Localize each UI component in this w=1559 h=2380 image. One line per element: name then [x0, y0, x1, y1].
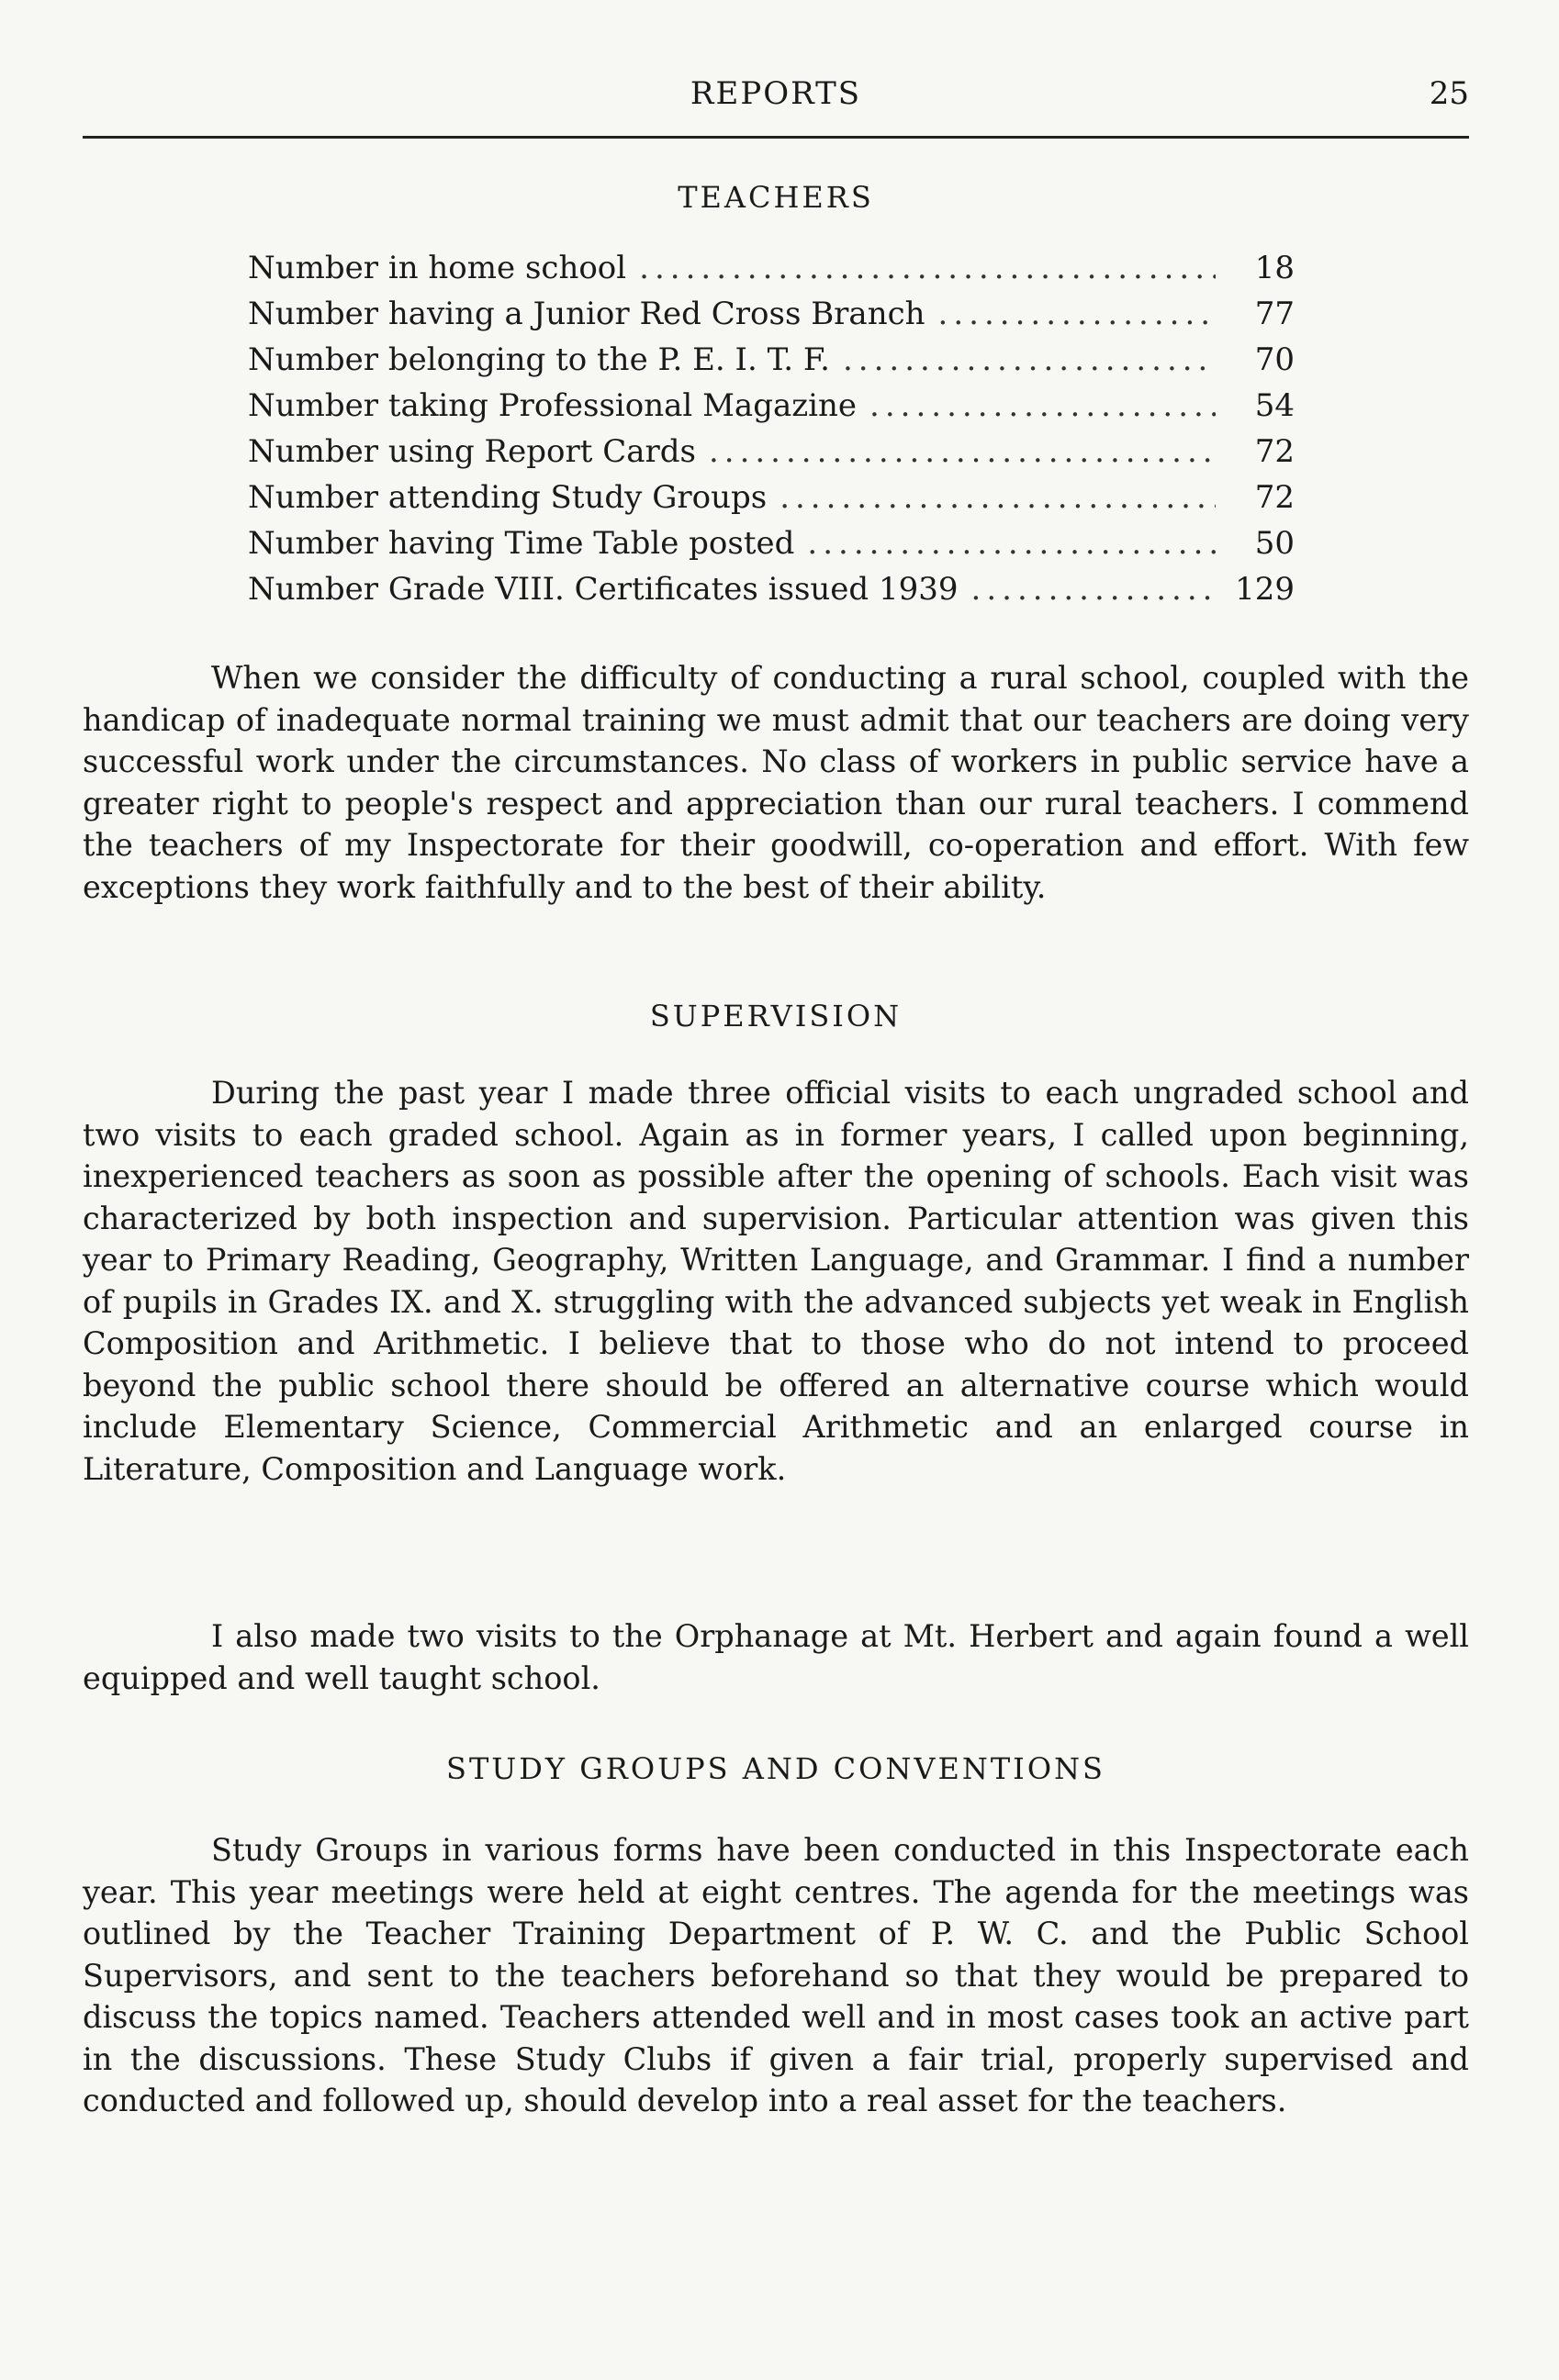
- leader-dots: [780, 479, 1216, 516]
- study-groups-heading: STUDY GROUPS AND CONVENTIONS: [446, 1751, 1105, 1786]
- stat-label: Number having Time Table posted: [248, 525, 795, 562]
- teachers-stats-table: [248, 250, 1295, 617]
- stat-label: Number Grade VIII. Certificates issued 1939: [248, 571, 959, 608]
- stat-row: [248, 387, 1295, 433]
- leader-dots: [869, 387, 1216, 424]
- stat-value: 72: [1254, 433, 1295, 470]
- running-title: REPORTS: [690, 75, 862, 112]
- stat-row: [248, 296, 1295, 341]
- teachers-paragraph: When we consider the difficulty of conducting a rural school, coupled with the handicap of inadequate normal training we must admit that our teachers are doing very successful work under the circumstances. No class of workers in public service have a greater right to people's respect and appreciation than our rural teachers. I commend the teachers of my Inspectorate for their goodwill, co-operation and effort. With few exceptions they work faithfully and to the best of their ability.: [83, 660, 1469, 905]
- leader-dots: [843, 341, 1216, 378]
- leader-dots: [639, 250, 1216, 286]
- stat-value: 129: [1235, 571, 1295, 608]
- stat-label: Number taking Professional Magazine: [248, 387, 858, 424]
- running-head: [83, 72, 1469, 127]
- leader-dots: [971, 571, 1216, 608]
- stat-label: Number belonging to the P. E. I. T. F.: [248, 341, 830, 378]
- orphanage-paragraph: I also made two visits to the Orphanage at Mt. Herbert and again found a well equipped and well taught school.: [83, 1618, 1469, 1696]
- stat-label: Number using Report Cards: [248, 433, 696, 470]
- stat-value: 72: [1254, 479, 1295, 516]
- stat-row: [248, 250, 1295, 296]
- stat-row: [248, 341, 1295, 387]
- leader-dots: [709, 433, 1216, 470]
- stat-row: [248, 479, 1295, 525]
- stat-value: 18: [1254, 250, 1295, 286]
- supervision-paragraph: During the past year I made three official visits to each ungraded school and two visits to each graded school. Again as in former years, I called upon beginning, inexperienced teachers as soon as possible after the opening of schools. Each visit was characterized by both inspection and supervision. Particular attention was given this year to Primary Reading, Geography, Written Language, and Grammar. I find a number of pupils in Grades IX. and X. struggling with the advanced subjects yet weak in English Composition and Arithmetic. I believe that to those who do not intend to proceed beyond the public school there should be offered an alternative course which would include Elementary Science, Commercial Arithmetic and an enlarged course in Literature, Composition and Language work.: [83, 1075, 1469, 1487]
- leader-dots: [807, 525, 1216, 562]
- stat-value: 54: [1254, 387, 1295, 424]
- leader-dots: [938, 296, 1216, 332]
- study-groups-paragraph: Study Groups in various forms have been conducted in this Inspectorate each year. This year meetings were held at eight centres. The agenda for the meetings was outlined by the Teacher Training Department of P. W. C. and the Public School Supervisors, and sent to the teachers beforehand so that they would be prepared to discuss the topics named. Teachers attended well and in most cases took an active part in the discussions. These Study Clubs if given a fair trial, properly supervised and conducted and followed up, should develop into a real asset for the teachers.: [83, 1832, 1469, 2118]
- stat-label: Number in home school: [248, 250, 627, 286]
- supervision-heading: SUPERVISION: [649, 999, 903, 1034]
- page-number: 25: [1429, 75, 1469, 112]
- stat-value: 70: [1254, 341, 1295, 378]
- teachers-heading: TEACHERS: [678, 180, 874, 215]
- header-rule: [83, 136, 1469, 139]
- stat-row: [248, 433, 1295, 479]
- stat-value: 77: [1254, 296, 1295, 332]
- stat-label: Number attending Study Groups: [248, 479, 768, 516]
- stat-row: [248, 571, 1295, 617]
- stat-value: 50: [1254, 525, 1295, 562]
- stat-row: [248, 525, 1295, 571]
- stat-label: Number having a Junior Red Cross Branch: [248, 296, 925, 332]
